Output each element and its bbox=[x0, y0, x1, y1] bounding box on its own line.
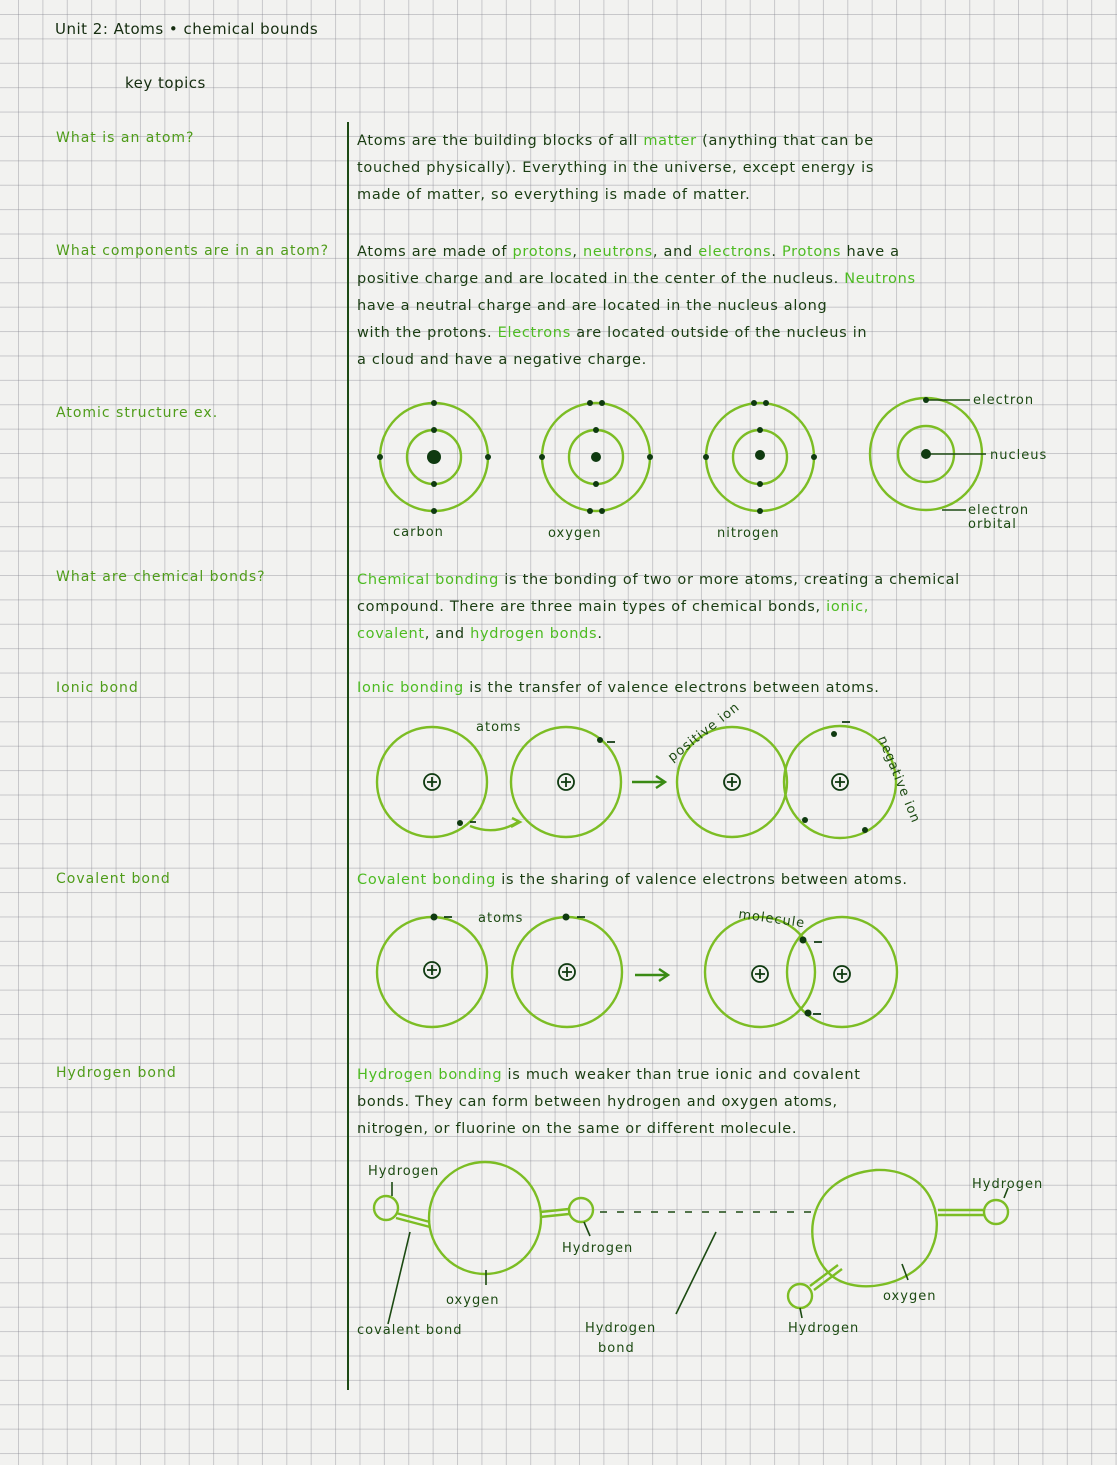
covalent-bond-tl bbox=[396, 1213, 430, 1222]
electron bbox=[431, 400, 437, 406]
electron bbox=[431, 427, 437, 433]
ionic-atoms-label: atoms bbox=[476, 720, 522, 735]
text-line: made of matter, so everything is made of matter. bbox=[357, 187, 751, 203]
orbital-legend-label-2: orbital bbox=[968, 517, 1017, 532]
highlight-protons-2: Protons bbox=[781, 244, 842, 260]
topic-atomic-structure: Atomic structure ex. bbox=[56, 405, 219, 421]
topic-components: What components are in an atom? bbox=[56, 243, 330, 259]
highlight-neutrons-2: Neutrons bbox=[844, 271, 916, 287]
highlight-ionic-bonding: Ionic bonding bbox=[357, 680, 464, 696]
oxygen-label-right: oxygen bbox=[883, 1289, 937, 1304]
proton-plus-icon bbox=[424, 774, 440, 790]
text-span: is the transfer of valence electrons between atoms. bbox=[463, 680, 880, 696]
ionic-electron bbox=[802, 817, 808, 823]
electron-legend-label: electron bbox=[973, 393, 1035, 408]
text-span: are located outside of the nucleus in bbox=[570, 325, 868, 341]
highlight-matter: matter bbox=[643, 133, 697, 149]
text-line: nitrogen, or fluorine on the same or different molecule. bbox=[357, 1121, 798, 1137]
electron bbox=[431, 508, 437, 514]
covalent-bond-mid-2 bbox=[540, 1214, 569, 1217]
hydrogen-bond-label-1: Hydrogen bbox=[585, 1321, 657, 1336]
highlight-hydrogen-bonds: hydrogen bonds bbox=[470, 626, 598, 642]
proton-plus-icon bbox=[752, 966, 768, 982]
text-line: have a neutral charge and are located in the nucleus along bbox=[357, 298, 828, 314]
electron bbox=[647, 454, 653, 460]
ionic-electron bbox=[862, 827, 868, 833]
electron bbox=[485, 454, 491, 460]
electron bbox=[757, 508, 763, 514]
text-span: positive charge and are located in the center of the nucleus. bbox=[357, 271, 845, 287]
highlight-neutrons: neutrons bbox=[583, 244, 653, 260]
oxygen-label-left: oxygen bbox=[446, 1293, 500, 1308]
electron bbox=[599, 400, 605, 406]
carbon-label: carbon bbox=[393, 525, 444, 540]
proton-plus-icon bbox=[724, 774, 740, 790]
molecule-label: molecule bbox=[737, 907, 807, 932]
hydrogen-bond-pointer bbox=[676, 1232, 716, 1314]
text-span: , and bbox=[424, 626, 471, 642]
hydrogen-label-br: Hydrogen bbox=[788, 1321, 860, 1336]
proton-plus-icon bbox=[834, 966, 850, 982]
text-span: (anything that can be bbox=[696, 133, 874, 149]
oxygen-label: oxygen bbox=[548, 526, 602, 541]
hydrogen-atom-tr bbox=[984, 1200, 1008, 1224]
topic-hydrogen-bond: Hydrogen bond bbox=[56, 1065, 177, 1081]
text-span: , and bbox=[652, 244, 699, 260]
electron bbox=[587, 400, 593, 406]
highlight-electrons-2: Electrons bbox=[497, 325, 571, 341]
electron bbox=[431, 481, 437, 487]
covalent-atoms-label: atoms bbox=[478, 911, 524, 926]
covalent-bond-label: covalent bond bbox=[357, 1323, 463, 1338]
ionic-electron-transfer bbox=[457, 820, 463, 826]
orbital-legend-label-1: electron bbox=[968, 503, 1030, 518]
hydrogen-br-pointer bbox=[800, 1308, 802, 1318]
topic-ionic-bond: Ionic bond bbox=[56, 680, 139, 696]
electron bbox=[751, 400, 757, 406]
electron bbox=[811, 454, 817, 460]
hydrogen-label-tl: Hydrogen bbox=[368, 1164, 440, 1179]
covalent-electron bbox=[431, 914, 438, 921]
proton-plus-icon bbox=[424, 962, 440, 978]
highlight-ionic: ionic, bbox=[826, 599, 870, 615]
topic-chemical-bonds: What are chemical bonds? bbox=[56, 569, 266, 585]
hydrogen-bond-diagram bbox=[374, 1162, 1008, 1308]
electron bbox=[757, 427, 763, 433]
covalent-bond-tl-2 bbox=[396, 1218, 430, 1227]
electron bbox=[599, 508, 605, 514]
highlight-covalent: covalent bbox=[357, 626, 425, 642]
negative-ion-label: negative ion bbox=[874, 733, 923, 826]
topic-what-is-atom: What is an atom? bbox=[56, 130, 195, 146]
covalent-electron bbox=[563, 914, 570, 921]
hydrogen-atom-br bbox=[788, 1284, 812, 1308]
topic-covalent-bond: Covalent bond bbox=[56, 871, 171, 887]
electron bbox=[763, 400, 769, 406]
electron bbox=[593, 427, 599, 433]
covalent-bond-pointer bbox=[388, 1232, 410, 1324]
covalent-diagram bbox=[377, 917, 897, 1027]
ionic-diagram bbox=[377, 726, 896, 838]
hydrogen-atom-mid bbox=[569, 1198, 593, 1222]
hydrogen-atom-tl bbox=[374, 1196, 398, 1220]
highlight-protons: protons bbox=[512, 244, 573, 260]
electron bbox=[703, 454, 709, 460]
highlight-covalent-bonding: Covalent bonding bbox=[357, 872, 496, 888]
ionic-reaction-arrow bbox=[632, 776, 665, 788]
covalent-bond-mid bbox=[540, 1209, 569, 1212]
nitrogen-label: nitrogen bbox=[717, 526, 780, 541]
shared-electron bbox=[800, 937, 807, 944]
oxygen-atom-left bbox=[429, 1162, 541, 1274]
proton-plus-icon bbox=[559, 964, 575, 980]
legend-electron bbox=[923, 397, 929, 403]
carbon-nucleus bbox=[427, 450, 441, 464]
text-span: . bbox=[597, 626, 603, 642]
highlight-electrons: electrons bbox=[698, 244, 772, 260]
text-span: compound. There are three main types of chemical bonds, bbox=[357, 599, 827, 615]
page-title: Unit 2: Atoms • chemical bounds bbox=[55, 20, 319, 38]
text-line: touched physically). Everything in the universe, except energy is bbox=[357, 160, 875, 176]
text-span: have a bbox=[841, 244, 900, 260]
ionic-electron bbox=[831, 731, 837, 737]
text-span: is the sharing of valence electrons between atoms. bbox=[496, 872, 908, 888]
text-span: Atoms are the building blocks of all bbox=[357, 133, 644, 149]
text-line: a cloud and have a negative charge. bbox=[357, 352, 647, 368]
electron bbox=[757, 481, 763, 487]
hydrogen-label-mid: Hydrogen bbox=[562, 1241, 634, 1256]
electron bbox=[377, 454, 383, 460]
hydrogen-mid-pointer bbox=[584, 1222, 590, 1236]
proton-plus-icon bbox=[832, 774, 848, 790]
text-span: , bbox=[572, 244, 584, 260]
electron bbox=[539, 454, 545, 460]
shared-electron bbox=[805, 1010, 812, 1017]
highlight-hydrogen-bonding: Hydrogen bonding bbox=[357, 1067, 503, 1083]
nucleus-legend-label: nucleus bbox=[990, 448, 1048, 463]
text-span: is much weaker than true ionic and covalent bbox=[502, 1067, 861, 1083]
text-line: bonds. They can form between hydrogen and oxygen atoms, bbox=[357, 1094, 838, 1110]
legend-nucleus bbox=[921, 449, 931, 459]
covalent-reaction-arrow bbox=[635, 969, 668, 981]
electron bbox=[593, 481, 599, 487]
hydrogen-bond-label-2: bond bbox=[598, 1341, 635, 1356]
ionic-electron bbox=[597, 737, 603, 743]
electron bbox=[587, 508, 593, 514]
key-topics-heading: key topics bbox=[125, 74, 206, 92]
text-span: . bbox=[771, 244, 782, 260]
text-span: Atoms are made of bbox=[357, 244, 513, 260]
hydrogen-label-tr: Hydrogen bbox=[972, 1177, 1044, 1192]
nitrogen-nucleus bbox=[755, 450, 765, 460]
text-span: with the protons. bbox=[357, 325, 498, 341]
oxygen-nucleus bbox=[591, 452, 601, 462]
highlight-chemical-bonding: Chemical bonding bbox=[357, 572, 499, 588]
positive-ion-label: positive ion bbox=[665, 699, 743, 766]
text-span: is the bonding of two or more atoms, creating a chemical bbox=[498, 572, 960, 588]
proton-plus-icon bbox=[558, 774, 574, 790]
